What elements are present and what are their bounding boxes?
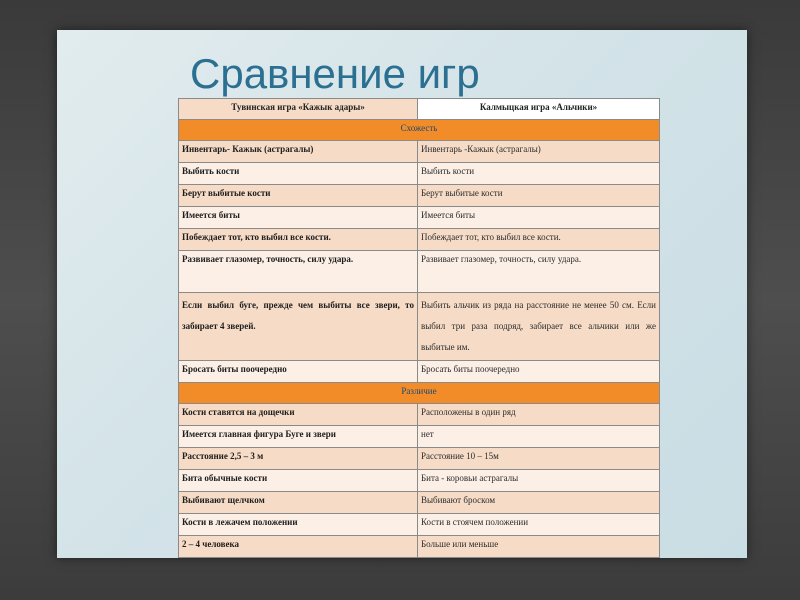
table-row: [179, 293, 660, 361]
table-cell: Берут выбитые кости: [418, 185, 660, 207]
table-cell: Бита - коровьи астрагалы: [418, 470, 660, 492]
table-cell: Развивает глазомер, точность, силу удара.: [418, 251, 660, 293]
table-cell: Расстояние 10 – 15м: [418, 448, 660, 470]
table-cell: Выбивают щелчком: [179, 492, 418, 514]
table-cell: Имеется биты: [418, 207, 660, 229]
table-row: [179, 207, 660, 229]
table-cell: Инвентарь- Кажык (астрагалы): [179, 141, 418, 163]
section-row-similarity: [179, 120, 660, 141]
table-cell: Побеждает тот, кто выбил все кости.: [418, 229, 660, 251]
table-row: [179, 536, 660, 558]
slide-title: Сравнение игр: [190, 50, 480, 97]
header-kalmyk-game: Калмыцкая игра «Альчики»: [418, 99, 660, 120]
table-row: [179, 448, 660, 470]
comparison-table: [178, 98, 660, 558]
table-cell: Имеется главная фигура Буге и звери: [179, 426, 418, 448]
table-cell: Если выбил буге, прежде чем выбиты все звери, то забирает 4 зверей.: [179, 293, 418, 361]
table-cell: Побеждает тот, кто выбил все кости.: [179, 229, 418, 251]
table-cell: Расположены в один ряд: [418, 404, 660, 426]
table-cell: Развивает глазомер, точность, силу удара.: [179, 251, 418, 293]
table-cell: Кости ставятся на дощечки: [179, 404, 418, 426]
table-row: [179, 404, 660, 426]
table-row: [179, 361, 660, 383]
table-cell: Выбить кости: [179, 163, 418, 185]
section-label-similarity: Схожесть: [179, 120, 660, 141]
section-row-difference: [179, 383, 660, 404]
table-cell: Бросать биты поочередно: [179, 361, 418, 383]
table-row: [179, 492, 660, 514]
table-row: [179, 426, 660, 448]
table-cell: Выбить альчик из ряда на расстояние не менее 50 см. Если выбил три раза подряд, забирает все альчики или же выбитые им.: [418, 293, 660, 361]
table-row: [179, 470, 660, 492]
table-cell: Имеется биты: [179, 207, 418, 229]
table-row: [179, 141, 660, 163]
table-row: [179, 514, 660, 536]
table-cell: 2 – 4 человека: [179, 536, 418, 558]
table-cell: Кости в лежачем положении: [179, 514, 418, 536]
table-cell: Бросать биты поочередно: [418, 361, 660, 383]
header-tuvan-game: Тувинская игра «Кажык адары»: [179, 99, 418, 120]
table-cell: Инвентарь -Кажык (астрагалы): [418, 141, 660, 163]
table-row: [179, 185, 660, 207]
table-row: [179, 163, 660, 185]
table-header-row: [179, 99, 660, 120]
section-label-difference: Различие: [179, 383, 660, 404]
table-cell: Расстояние 2,5 – 3 м: [179, 448, 418, 470]
table-cell: нет: [418, 426, 660, 448]
table-cell: Выбить кости: [418, 163, 660, 185]
table-cell: Выбивают броском: [418, 492, 660, 514]
table-cell: Больше или меньше: [418, 536, 660, 558]
table-cell: Бита обычные кости: [179, 470, 418, 492]
table-row: [179, 229, 660, 251]
table-cell: Кости в стоячем положении: [418, 514, 660, 536]
table-row: [179, 251, 660, 293]
table-cell: Берут выбитые кости: [179, 185, 418, 207]
